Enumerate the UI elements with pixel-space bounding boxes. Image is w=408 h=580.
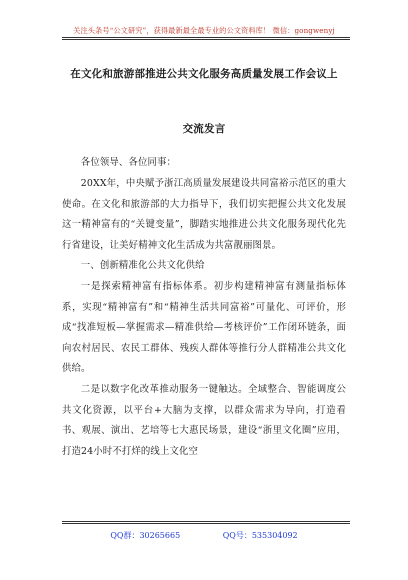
paragraph: 20XX年，中央赋予浙江高质量发展建设共同富裕示范区的重大使命。在文化和旅游部的大力指导下，我们切实把握公共文化发展这一精神富有的“关键变量”，脚踏实地推进公共文化服务现代化先行省建设，让美好精神文化生活成为共富靓丽图景。 — [62, 178, 346, 251]
paragraph: 二是以数字化改革推动服务一键触达。全域整合、智能调度公共文化资源，以平台+大脑为支撑，以群众需求为导向，打造看书、观展、演出、艺培等七大惠民场景，建设“浙里文化圈”应用，打造24小时不打烊的线上文化空 — [62, 383, 346, 457]
document-title-line2: 交流发言 — [182, 123, 226, 135]
document-title: 在文化和旅游部推进公共文化服务高质量发展工作会议上 — [70, 68, 338, 80]
salutation-text: 各位领导、各位同事： — [80, 157, 177, 168]
footer-divider-secondary — [62, 523, 350, 524]
footer-divider — [62, 521, 350, 522]
header-banner: 关注头条号“公文研究”，获得最新最全最专业的公文资料库！ 微信：gongwenyj — [73, 26, 335, 35]
section-heading: 一、创新精准化公共文化供给 — [80, 260, 205, 272]
header-divider-secondary — [62, 39, 350, 40]
salutation — [62, 153, 346, 174]
paragraph: 一是探索精神富有指标体系。初步构建精神富有测量指标体系，实现“精神富有”和“精神生活共同富裕”可量化、可评价，形成“找准短板—掌握需求—精准供给—考核评价”工作闭环链条，面向农村居民、农民工群体、残疾人群体等推行分人群精准公共文化供给。 — [62, 280, 346, 375]
qq-group: QQ群：30265665 — [110, 531, 181, 540]
footer-contact — [0, 530, 408, 541]
document-body — [62, 174, 346, 462]
qq-number: QQ号：535304092 — [222, 531, 298, 540]
header-divider — [62, 37, 350, 38]
